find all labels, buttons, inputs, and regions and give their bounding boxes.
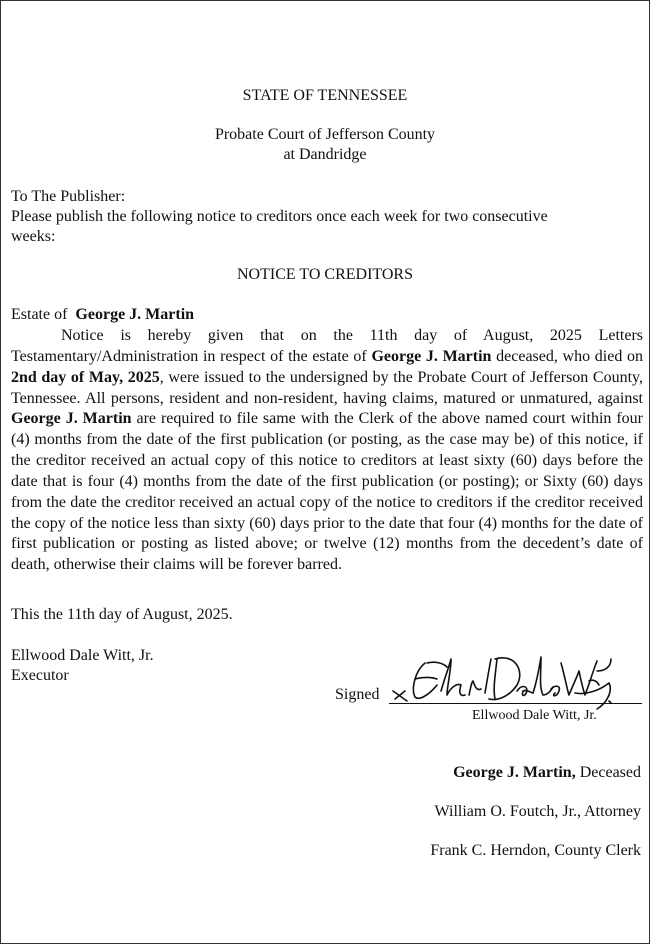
- footer-clerk: Frank C. Herndon, County Clerk: [430, 842, 641, 859]
- handwritten-signature: [385, 641, 615, 716]
- notice-text-part3: , were issued to the undersigned by the Probate Court of Jefferson County, Tennessee. All persons, resident and non-resident, having claims, matured or unmatured, against: [11, 368, 643, 407]
- publisher-instruction-line1: Please publish the following notice to creditors once each week for two consecutive: [11, 208, 548, 225]
- notice-text-part1: Notice is hereby given that on the 11th day of August, 2025 Letters Testamentary/Administration in respect of the estate of: [11, 327, 643, 365]
- notice-text-part4: are required to file same with the Clerk of the above named court within four (4) months from the date of the first publication (or posting, as the case may be) of this notice, if the creditor received an actual copy of this notice to creditors at least sixty (60) days before the date that is four (4) months from the date of the first publication (or posting); or Sixty (60) days from the date the creditor received an actual copy of the notice to creditors if the creditor received the copy of the notice less than sixty (60) days prior to the date that four (4) months for the date of first publication or posting as listed above; or twelve (12) months from the decedent’s date of death, otherwise their claims will be forever barred.: [11, 410, 643, 574]
- footer-deceased-label: Deceased: [579, 764, 641, 781]
- publisher-salutation: To The Publisher:: [11, 188, 126, 205]
- executor-name: Ellwood Dale Witt, Jr.: [11, 647, 154, 664]
- decedent-name: George J. Martin: [75, 306, 195, 323]
- death-date: 2nd day of May, 2025: [11, 368, 160, 386]
- court-name: Probate Court of Jefferson County: [214, 126, 436, 143]
- publisher-instruction-line2: weeks:: [11, 228, 56, 245]
- decedent-name-3: George J. Martin: [11, 410, 132, 428]
- notice-text-part2: deceased, who died on: [496, 347, 644, 365]
- notice-title: NOTICE TO CREDITORS: [236, 266, 413, 283]
- footer-decedent-name: George J. Martin,: [453, 764, 576, 781]
- estate-label: Estate of: [11, 306, 68, 323]
- signature-printed-name: Ellwood Dale Witt, Jr.: [472, 708, 597, 723]
- estate-line: [11, 305, 194, 325]
- decedent-name-2: George J. Martin: [371, 347, 492, 365]
- notice-body: [11, 326, 643, 576]
- signed-label: Signed: [335, 686, 380, 703]
- footer-attorney: William O. Foutch, Jr., Attorney: [434, 803, 641, 820]
- court-location: at Dandridge: [283, 146, 367, 163]
- executor-role: Executor: [11, 667, 69, 684]
- state-heading: STATE OF TENNESSEE: [242, 87, 408, 104]
- footer-decedent-line: [453, 763, 641, 783]
- dated-line: This the 11th day of August, 2025.: [11, 606, 233, 623]
